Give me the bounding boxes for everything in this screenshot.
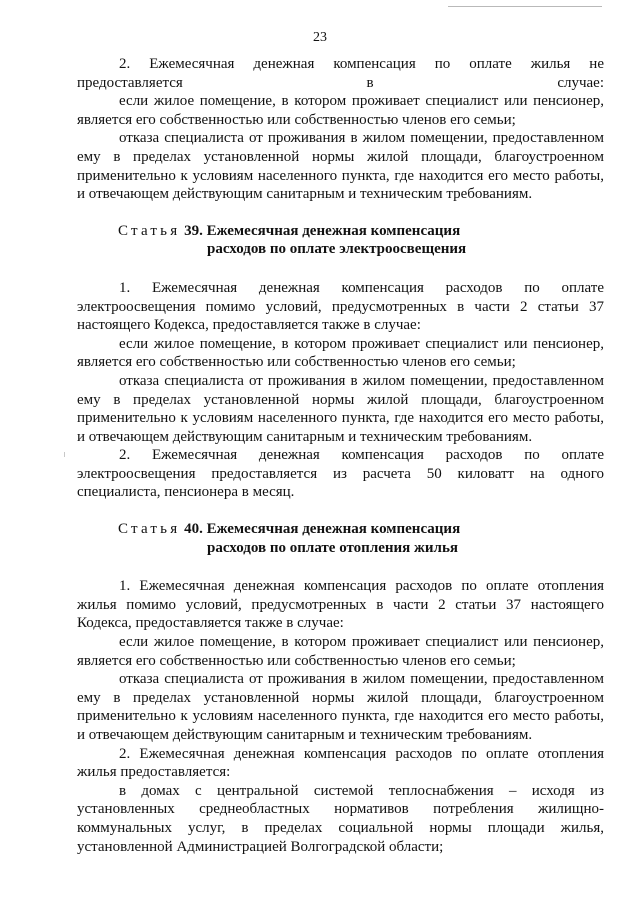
article-title: расходов по оплате электроосвещения [207,241,467,258]
paragraph: отказа специалиста от проживания в жилом помещении, предоставленном ему в пределах установленной нормы жилой площади, благоустроенном применительно к условиям населенного пункта, где находится его место работы, и отвечающем действующим санитарным и техническим требованиям. [77,671,604,743]
article-word: Статья [118,521,181,538]
paragraph: 2. Ежемесячная денежная компенсация расходов по оплате электроосвещения предоставляется из расчета 50 киловатт на одного специалиста, пенсионера в месяц. [77,447,604,501]
top-edge-rule [448,6,602,7]
article-title: расходов по оплате отопления жилья [207,539,459,556]
paragraph: отказа специалиста от проживания в жилом помещении, предоставленном ему в пределах установленной нормы жилой площади, благоустроенном применительно к условиям населенного пункта, где находится его место работы, и отвечающем действующим санитарным и техническим требованиям. [77,130,604,203]
paragraph: если жилое помещение, в котором проживает специалист или пенсионер, является его собственностью или собственностью членов его семьи; [77,93,604,128]
paragraph: 2. Ежемесячная денежная компенсация по оплате жилья не предоставляется в случае: [77,56,604,91]
paragraph: отказа специалиста от проживания в жилом помещении, предоставленном ему в пределах установленной нормы жилой площади, благоустроенном применительно к условиям населенного пункта, где находится его место работы, и отвечающем действующим санитарным и техническим требованиям. [77,372,604,445]
article-title: Ежемесячная денежная компенсация [206,521,461,538]
document-body [77,55,604,856]
article-39-heading [77,222,604,259]
paragraph: 1. Ежемесячная денежная компенсация расходов по оплате отопления жилья помимо условий, предусмотренных в части 2 статьи 37 настоящего Кодекса, предоставляется также в случае: [77,578,604,632]
paragraph: 1. Ежемесячная денежная компенсация расходов по оплате электроосвещения помимо условий, предусмотренных в части 2 статьи 37 настоящего Кодекса, предоставляется также в случае: [77,279,604,334]
scan-mark [64,452,65,457]
article-40-heading [77,520,604,557]
article-word: Статья [118,222,181,239]
article-number: 40. [184,521,203,538]
paragraph: 2. Ежемесячная денежная компенсация расходов по оплате отопления жилья предоставляется: [77,745,604,781]
paragraph: в домах с центральной системой теплоснабжения – исходя из установленных среднеобластных нормативов потребления жилищно-коммунальных услуг, в пределах социальной нормы площади жилья, установленной Администрацией Волгоградской области; [77,782,604,855]
paragraph: если жилое помещение, в котором проживает специалист или пенсионер, является его собственностью или собственностью членов его семьи; [77,335,604,371]
paragraph: если жилое помещение, в котором проживает специалист или пенсионер, является его собственностью или собственностью членов его семьи; [77,634,604,669]
article-number: 39. [184,222,203,239]
article-title: Ежемесячная денежная компенсация [206,222,461,239]
page-number: 23 [313,30,327,45]
